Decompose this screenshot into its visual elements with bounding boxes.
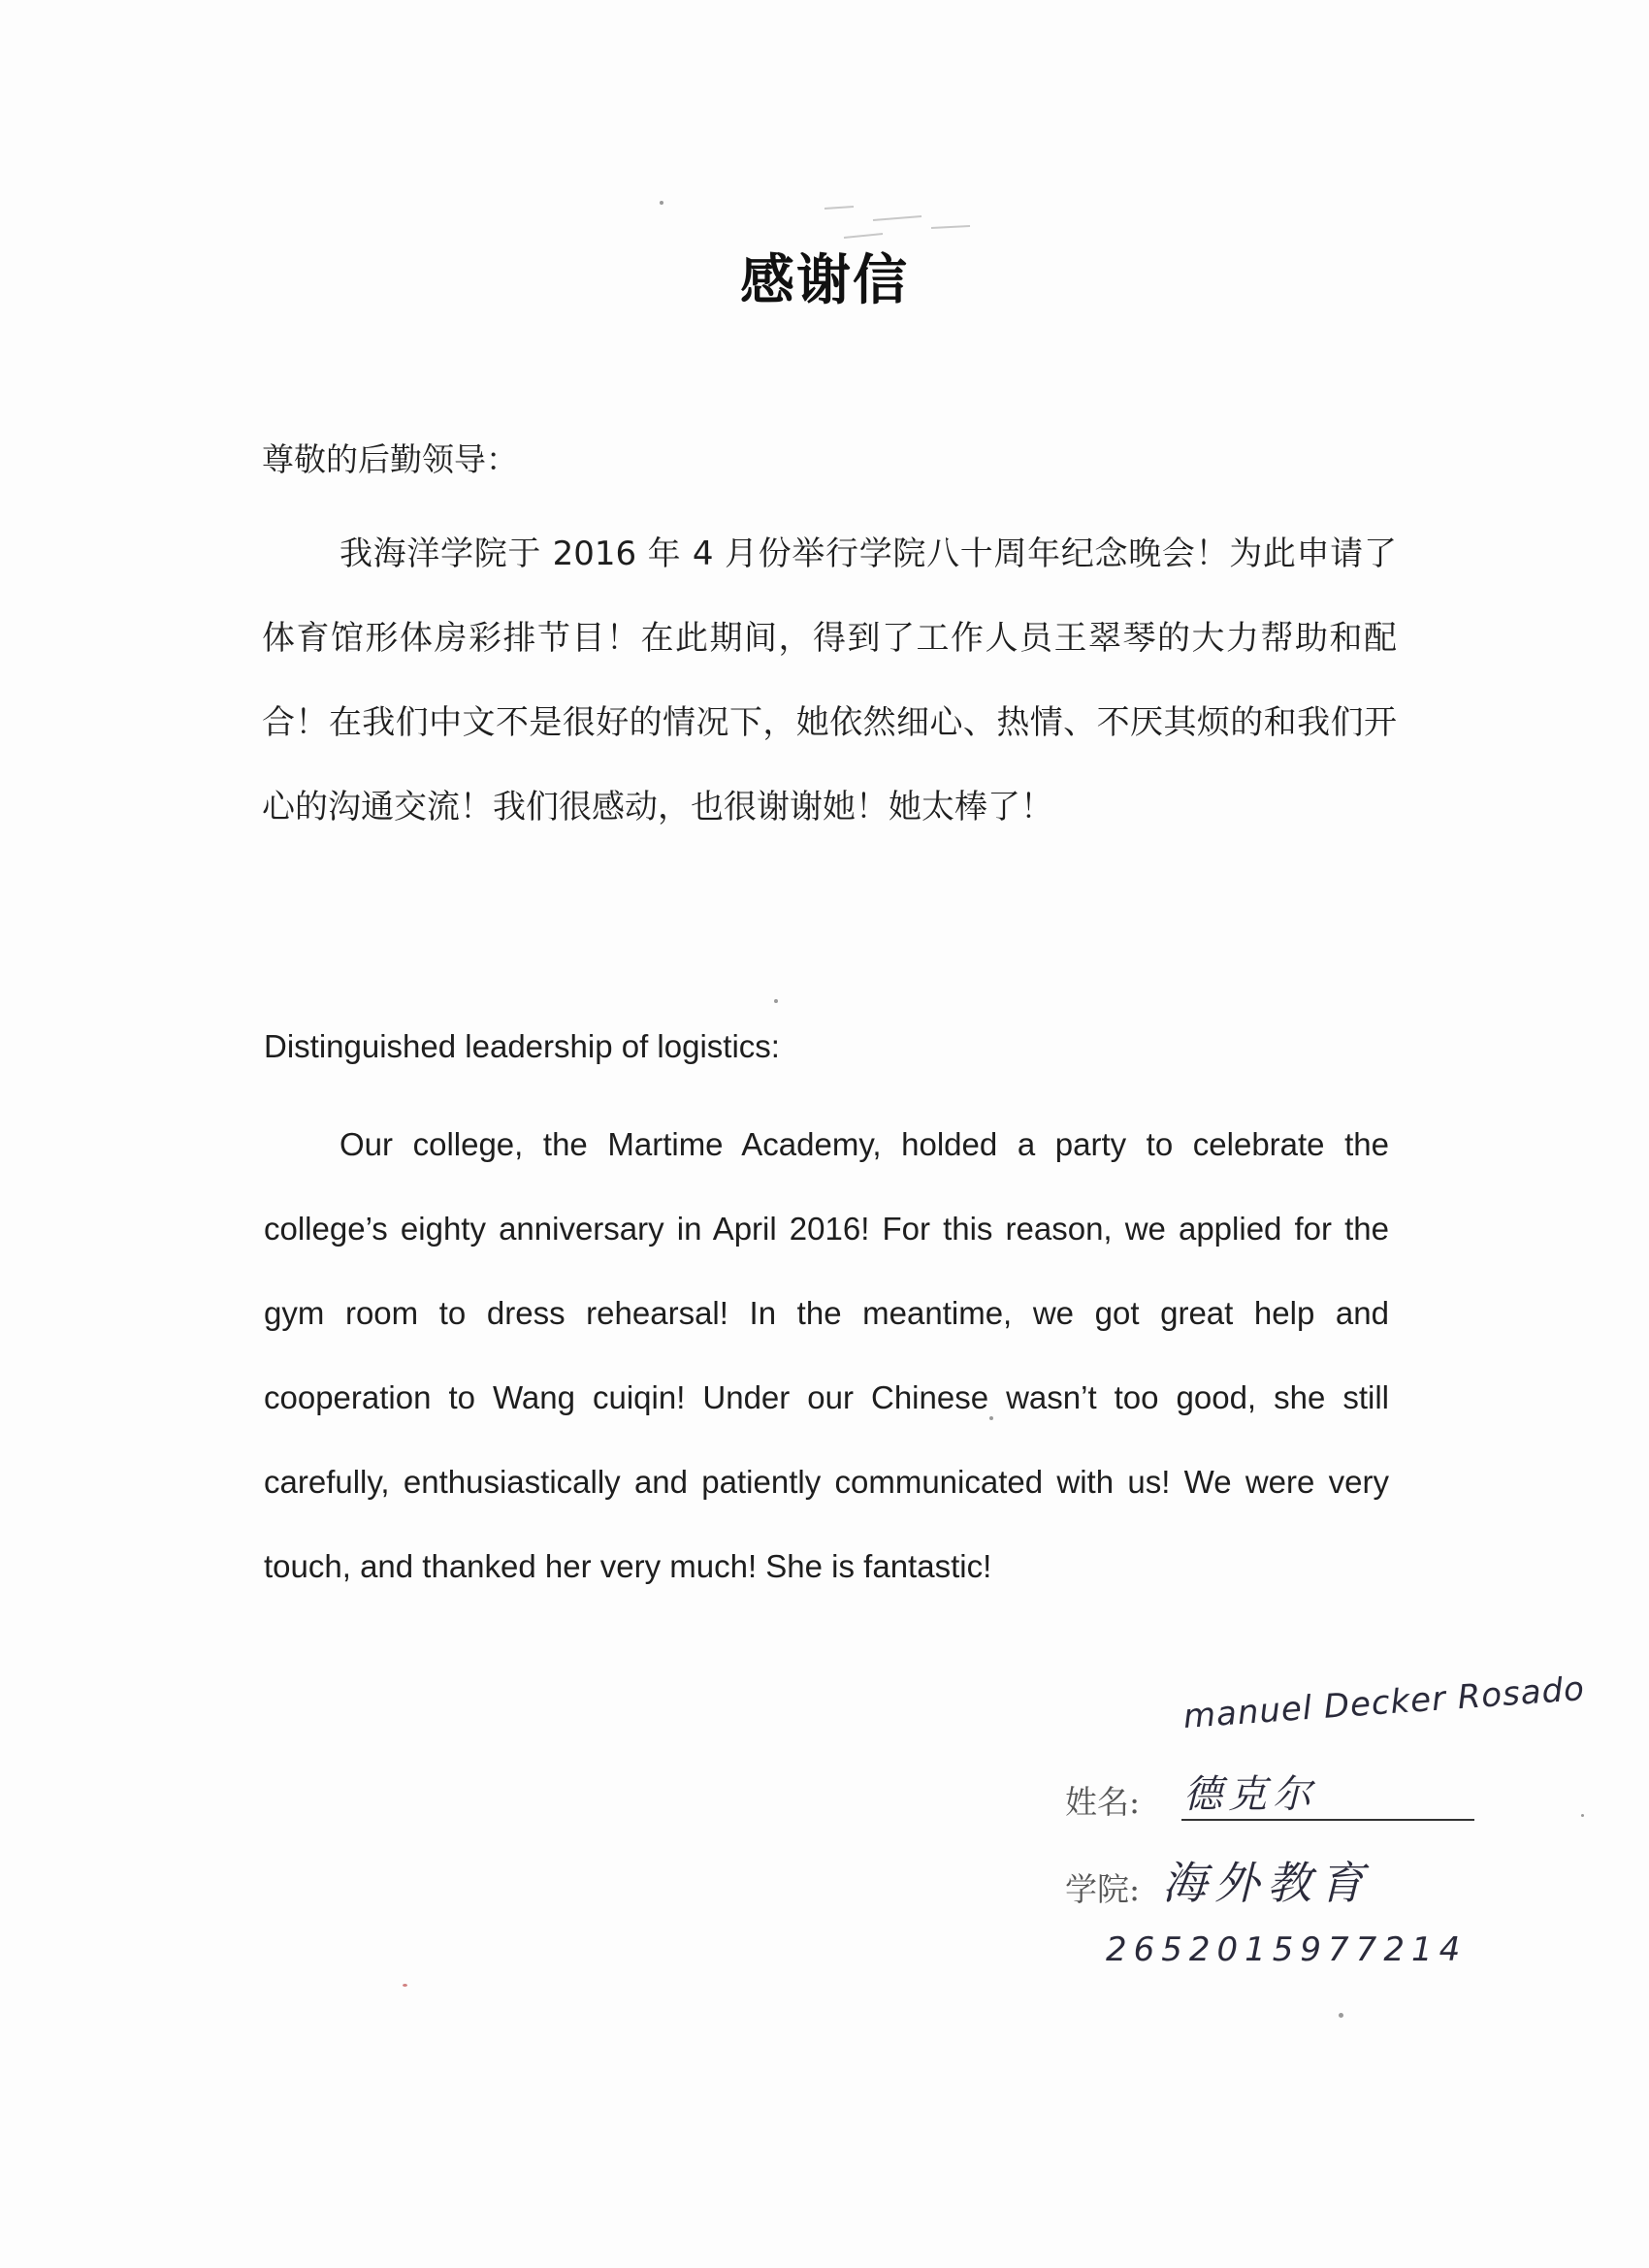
college-label: 学院: xyxy=(1065,1870,1141,1908)
scan-speck xyxy=(774,999,778,1003)
letter-title: 感谢信 xyxy=(740,248,909,312)
name-underline xyxy=(1181,1819,1474,1821)
chinese-salutation: 尊敬的后勤领导： xyxy=(262,440,518,478)
scan-speck xyxy=(660,201,663,205)
signature-block xyxy=(1057,1669,1639,2047)
handwritten-name-chinese: 德克尔 xyxy=(1183,1772,1317,1817)
scan-speck xyxy=(403,1984,407,1987)
handwritten-college: 海外教育 xyxy=(1162,1857,1372,1909)
name-label: 姓名: xyxy=(1065,1783,1141,1821)
chinese-body-paragraph: 我海洋学院于 2016 年 4 月份举行学院八十周年纪念晚会！为此申请了体育馆形体房彩排节目！在此期间，得到了工作人员王翠琴的大力帮助和配合！在我们中文不是很好的情况下，她依然细心、热情、不厌其烦的和我们开心的沟通交流！我们很感动，也很谢谢她！她太棒了！ xyxy=(262,535,1397,826)
english-body-paragraph: Our college, the Martime Academy, holded a party to celebrate the college’s eighty anniversary in April 2016! For this reason, we applied for the gym room to dress rehearsal! In the meantime, we got great help and cooperation to Wang cuiqin! Under our Chinese wasn’t too good, she still carefully, enthusiastically and patiently communicated with us! We were very touch, and thanked her very much! She is fantastic! xyxy=(264,1126,1389,1584)
english-salutation: Distinguished leadership of logistics: xyxy=(264,1028,780,1064)
handwritten-id-number: 2652015977214 xyxy=(1106,1930,1468,1969)
handwritten-name-latin: manuel Decker Rosado xyxy=(1181,1669,1587,1736)
